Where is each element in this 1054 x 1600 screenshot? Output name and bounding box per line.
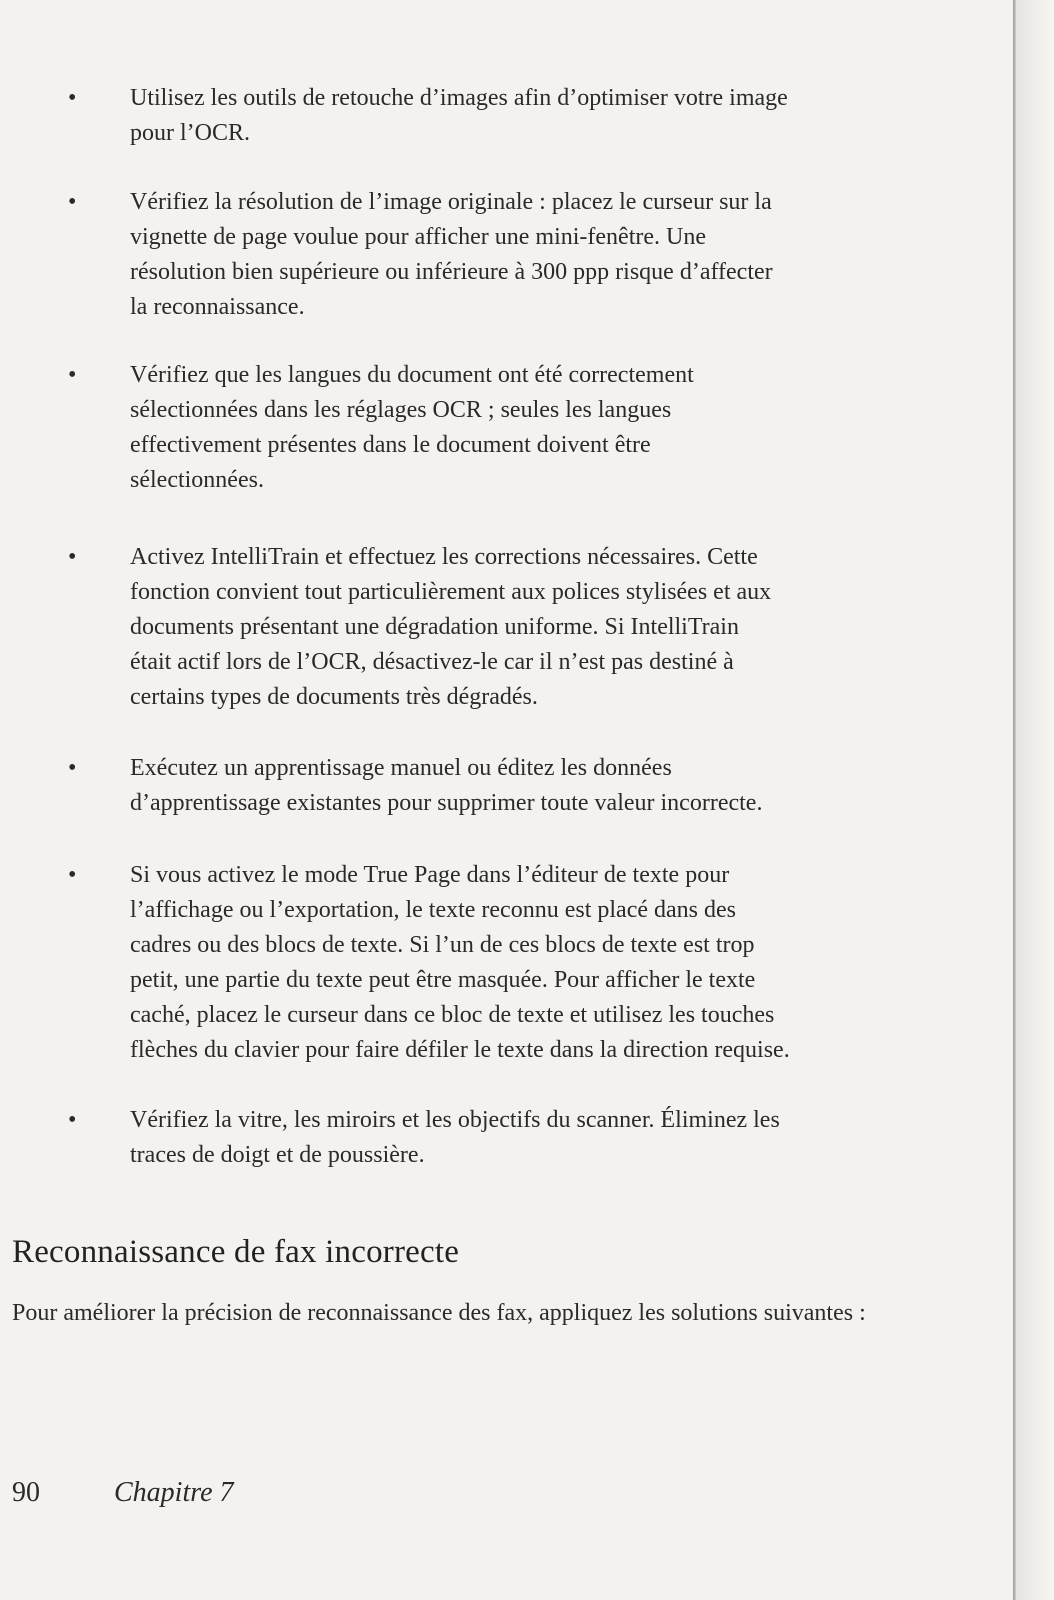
bullet-text: Activez IntelliTrain et effectuez les corrections nécessaires. Cette fonction convient tout particulièrement aux polices stylisées et aux documents présentant une dégradation uniforme. Si IntelliTrain était actif lors de l’OCR, désactivez-le car il n’est pas destiné à certains types de documents très dégradés.: [130, 544, 772, 710]
bullet-marker: •: [68, 755, 77, 781]
bullet-marker: •: [68, 862, 77, 888]
bullet-text: Vérifiez la résolution de l’image originale : placez le curseur sur la vignette de page voulue pour afficher une mini-fenêtre. Une résolution bien supérieure ou inférieure à 300 ppp risque d’affecter la reconnaissance.: [130, 189, 773, 320]
bullet-marker: •: [68, 544, 77, 570]
bullet-text: Vérifiez que les langues du document ont été correctement sélectionnées dans les réglages OCR ; seules les langues effectivement présentes dans le document doivent être sélectionnées.: [130, 362, 694, 493]
chapter-label: Chapitre 7: [114, 1477, 234, 1508]
bullet-marker: •: [68, 362, 77, 388]
section-heading: Reconnaissance de fax incorrecte: [12, 1234, 460, 1270]
bullet-marker: •: [68, 189, 77, 215]
bullet-text: Exécutez un apprentissage manuel ou éditez les données d’apprentissage existantes pour supprimer toute valeur incorrecte.: [130, 755, 763, 816]
bullet-marker: •: [68, 85, 77, 111]
bullet-text: Utilisez les outils de retouche d’images afin d’optimiser votre image pour l’OCR.: [130, 85, 788, 146]
section-intro: Pour améliorer la précision de reconnaissance des fax, appliquez les solutions suivantes :: [12, 1300, 866, 1326]
bullet-marker: •: [68, 1107, 77, 1133]
page-edge-line: [1013, 0, 1016, 1600]
bullet-text: Vérifiez la vitre, les miroirs et les objectifs du scanner. Éliminez les traces de doigt et de poussière.: [130, 1107, 780, 1168]
page-number: 90: [12, 1477, 40, 1508]
page-edge-shadow: [1016, 0, 1054, 1600]
bullet-text: Si vous activez le mode True Page dans l’éditeur de texte pour l’affichage ou l’exportation, le texte reconnu est placé dans des cadres ou des blocs de texte. Si l’un de ces blocs de texte est trop petit, une partie du texte peut être masquée. Pour afficher le texte caché, placez le curseur dans ce bloc de texte et utilisez les touches flèches du clavier pour faire défiler le texte dans la direction requise.: [130, 862, 790, 1063]
